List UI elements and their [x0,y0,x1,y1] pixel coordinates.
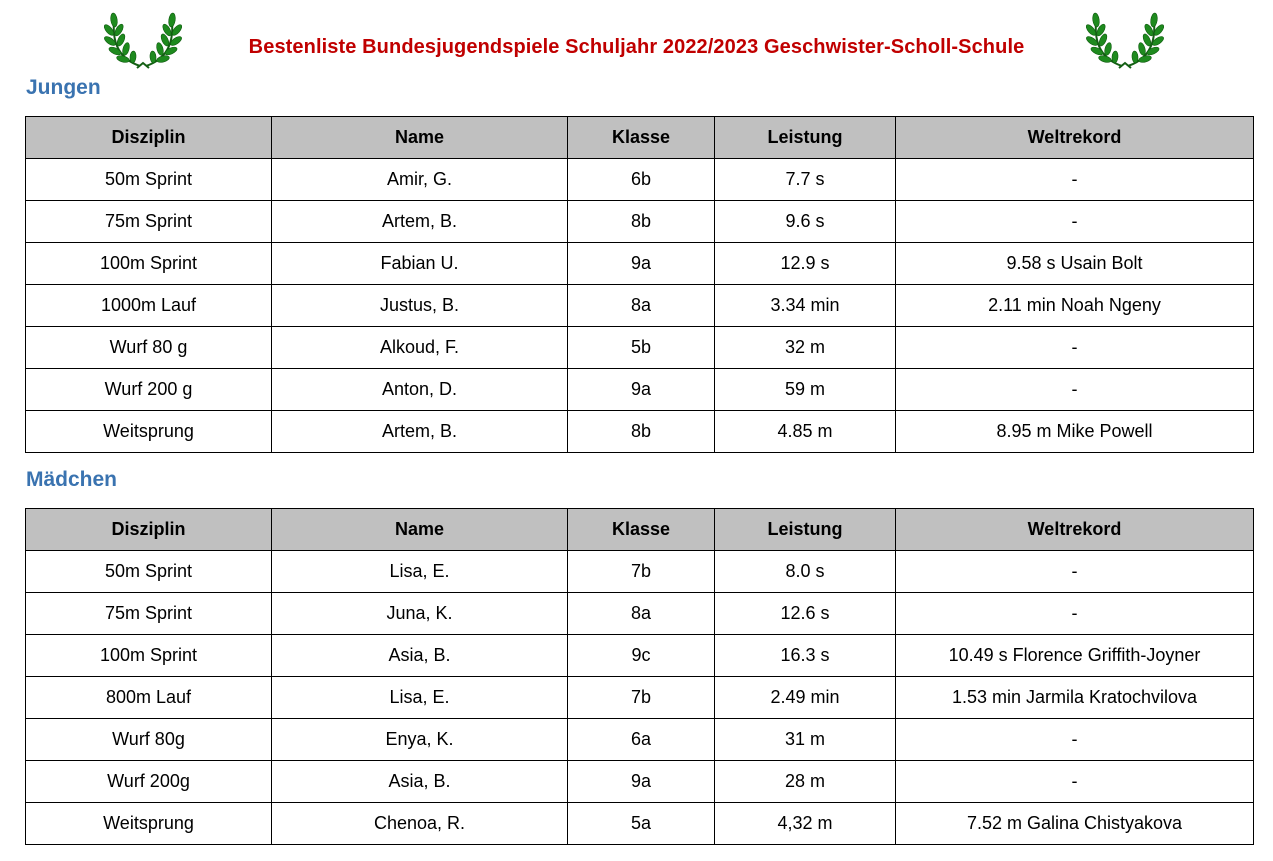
column-header-klasse: Klasse [568,509,715,551]
cell-leistung: 2.49 min [715,677,896,719]
table-row [26,243,1254,285]
cell-leistung: 9.6 s [715,201,896,243]
cell-weltrekord: 2.11 min Noah Ngeny [896,285,1254,327]
cell-leistung: 28 m [715,761,896,803]
section-heading-maedchen: Mädchen [26,468,118,491]
cell-weltrekord: 1.53 min Jarmila Kratochvilova [896,677,1254,719]
column-header-name: Name [272,117,568,159]
cell-name: Chenoa, R. [272,803,568,845]
cell-klasse: 8a [568,285,715,327]
cell-weltrekord: - [896,159,1254,201]
cell-name: Anton, D. [272,369,568,411]
table-row [26,635,1254,677]
table-row [26,327,1254,369]
column-header-weltrekord: Weltrekord [896,117,1254,159]
cell-leistung: 7.7 s [715,159,896,201]
cell-klasse: 5a [568,803,715,845]
cell-weltrekord: - [896,761,1254,803]
cell-leistung: 4.85 m [715,411,896,453]
cell-klasse: 8b [568,411,715,453]
cell-disziplin: Weitsprung [26,803,272,845]
cell-name: Alkoud, F. [272,327,568,369]
cell-klasse: 6a [568,719,715,761]
cell-name: Amir, G. [272,159,568,201]
cell-weltrekord: - [896,369,1254,411]
column-header-disziplin: Disziplin [26,509,272,551]
laurel-wreath-icon [1086,8,1164,72]
cell-leistung: 8.0 s [715,551,896,593]
cell-name: Lisa, E. [272,551,568,593]
cell-klasse: 9a [568,243,715,285]
cell-disziplin: Wurf 200g [26,761,272,803]
cell-disziplin: 50m Sprint [26,159,272,201]
cell-disziplin: 800m Lauf [26,677,272,719]
page-title: Bestenliste Bundesjugendspiele Schuljahr 2022/2023 Geschwister-Scholl-Schule [248,36,1025,58]
cell-klasse: 5b [568,327,715,369]
cell-klasse: 8a [568,593,715,635]
cell-name: Asia, B. [272,761,568,803]
table-row [26,761,1254,803]
page-header [0,0,1273,80]
column-header-disziplin: Disziplin [26,117,272,159]
column-header-leistung: Leistung [715,117,896,159]
cell-disziplin: Weitsprung [26,411,272,453]
cell-leistung: 32 m [715,327,896,369]
cell-weltrekord: - [896,201,1254,243]
cell-leistung: 4,32 m [715,803,896,845]
cell-leistung: 59 m [715,369,896,411]
column-header-leistung: Leistung [715,509,896,551]
cell-leistung: 3.34 min [715,285,896,327]
table-row [26,719,1254,761]
cell-disziplin: 100m Sprint [26,243,272,285]
table-row [26,411,1254,453]
cell-weltrekord: - [896,593,1254,635]
table-row [26,551,1254,593]
cell-weltrekord: - [896,551,1254,593]
cell-name: Justus, B. [272,285,568,327]
cell-disziplin: 75m Sprint [26,593,272,635]
cell-disziplin: 75m Sprint [26,201,272,243]
cell-name: Enya, K. [272,719,568,761]
cell-klasse: 9a [568,761,715,803]
cell-leistung: 16.3 s [715,635,896,677]
cell-disziplin: 100m Sprint [26,635,272,677]
cell-name: Artem, B. [272,411,568,453]
cell-name: Lisa, E. [272,677,568,719]
cell-leistung: 12.9 s [715,243,896,285]
results-table-jungen [25,116,1254,453]
table-row [26,201,1254,243]
cell-klasse: 6b [568,159,715,201]
table-row [26,803,1254,845]
cell-disziplin: 1000m Lauf [26,285,272,327]
cell-weltrekord: - [896,719,1254,761]
table-row [26,285,1254,327]
table-row [26,159,1254,201]
table-header-row [26,509,1254,551]
section-heading-jungen: Jungen [26,76,101,99]
cell-klasse: 9c [568,635,715,677]
cell-disziplin: 50m Sprint [26,551,272,593]
table-row [26,593,1254,635]
cell-disziplin: Wurf 80 g [26,327,272,369]
results-table-maedchen [25,508,1254,845]
cell-weltrekord: 9.58 s Usain Bolt [896,243,1254,285]
column-header-name: Name [272,509,568,551]
cell-name: Asia, B. [272,635,568,677]
cell-klasse: 9a [568,369,715,411]
cell-weltrekord: - [896,327,1254,369]
cell-name: Artem, B. [272,201,568,243]
cell-weltrekord: 7.52 m Galina Chistyakova [896,803,1254,845]
cell-name: Juna, K. [272,593,568,635]
table-row [26,677,1254,719]
cell-klasse: 7b [568,551,715,593]
table-header-row [26,117,1254,159]
cell-leistung: 31 m [715,719,896,761]
cell-klasse: 8b [568,201,715,243]
column-header-klasse: Klasse [568,117,715,159]
cell-leistung: 12.6 s [715,593,896,635]
cell-weltrekord: 8.95 m Mike Powell [896,411,1254,453]
cell-klasse: 7b [568,677,715,719]
cell-disziplin: Wurf 200 g [26,369,272,411]
cell-weltrekord: 10.49 s Florence Griffith-Joyner [896,635,1254,677]
table-row [26,369,1254,411]
cell-name: Fabian U. [272,243,568,285]
column-header-weltrekord: Weltrekord [896,509,1254,551]
cell-disziplin: Wurf 80g [26,719,272,761]
